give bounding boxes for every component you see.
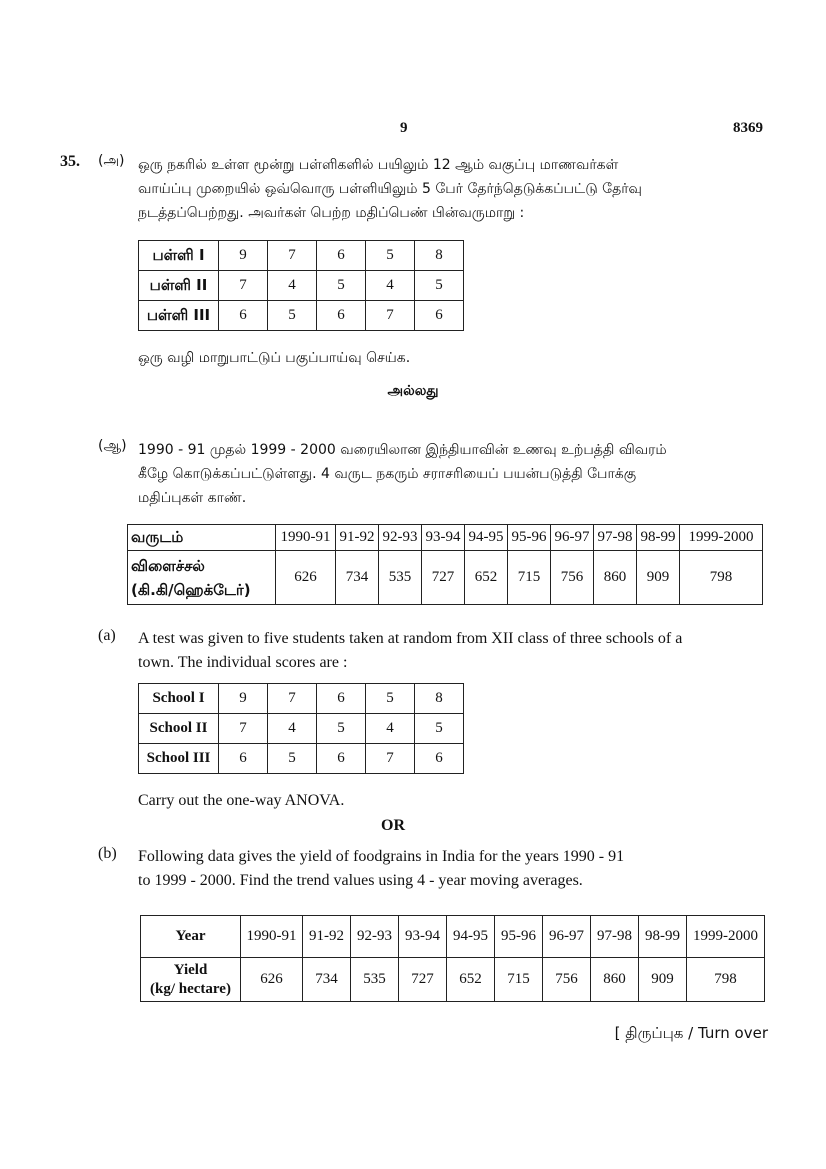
table-cell: 7	[219, 714, 268, 744]
table-cell: 6	[317, 301, 366, 331]
table-cell: 9	[219, 684, 268, 714]
table-cell: 6	[317, 684, 366, 714]
tamil-b-label: (ஆ)	[98, 438, 127, 454]
table-cell: 5	[268, 744, 317, 774]
table-cell: 715	[495, 958, 543, 1002]
table-cell: 909	[637, 551, 680, 605]
table-cell: 6	[317, 744, 366, 774]
tamil-a-line: நடத்தப்பெற்றது. அவர்கள் பெற்ற மதிப்பெண் பின்வருமாறு :	[138, 205, 525, 221]
table-cell: 5	[415, 714, 464, 744]
table-cell: 97-98	[594, 525, 637, 551]
table-cell: Year	[141, 916, 241, 958]
tamil-a-text	[138, 153, 758, 225]
tamil-or-heading: அல்லது	[387, 383, 439, 399]
table-cell: 94-95	[465, 525, 508, 551]
table-cell: 5	[366, 241, 415, 271]
table-cell: 95-96	[508, 525, 551, 551]
table-row	[139, 271, 464, 301]
table-cell: 1999-2000	[687, 916, 765, 958]
english-a-label: (a)	[98, 627, 116, 644]
table-cell: 6	[415, 744, 464, 774]
tamil-a-line: ஒரு நகரில் உள்ள மூன்று பள்ளிகளில் பயிலும் 12 ஆம் வகுப்பு மாணவர்கள்	[138, 157, 619, 173]
table-cell: School III	[139, 744, 219, 774]
table-cell: 95-96	[495, 916, 543, 958]
table-cell: 715	[508, 551, 551, 605]
table-cell: 94-95	[447, 916, 495, 958]
table-cell: 7	[366, 744, 415, 774]
table-cell: 652	[447, 958, 495, 1002]
table-cell: School II	[139, 714, 219, 744]
table-cell	[128, 551, 276, 605]
tamil-b-text	[138, 438, 758, 510]
table-cell: 756	[543, 958, 591, 1002]
english-a-instruction: Carry out the one-way ANOVA.	[138, 792, 345, 809]
english-b-text	[138, 845, 758, 893]
table-cell: 6	[219, 744, 268, 774]
english-b-line: to 1999 - 2000. Find the trend values using 4 - year moving averages.	[138, 872, 583, 889]
table-cell: 909	[639, 958, 687, 1002]
table-cell: 8	[415, 684, 464, 714]
table-cell: 860	[594, 551, 637, 605]
yield-label: விளைச்சல்	[131, 556, 205, 575]
table-cell: 860	[591, 958, 639, 1002]
table-cell: 93-94	[422, 525, 465, 551]
yield-unit: (கி.கி/ஹெக்டேர்)	[131, 580, 251, 599]
table-cell: 91-92	[303, 916, 351, 958]
table-row	[141, 916, 765, 958]
yield-unit: (kg/ hectare)	[150, 980, 231, 997]
table-cell: 4	[268, 714, 317, 744]
table-cell: வருடம்	[128, 525, 276, 551]
table-cell: 6	[219, 301, 268, 331]
table-cell: 798	[687, 958, 765, 1002]
table-row	[139, 241, 464, 271]
table-cell: 4	[366, 714, 415, 744]
table-row	[139, 301, 464, 331]
tamil-a-instruction: ஒரு வழி மாறுபாட்டுப் பகுப்பாய்வு செய்க.	[138, 350, 411, 366]
table-cell: 4	[366, 271, 415, 301]
tamil-a-line: வாய்ப்பு முறையில் ஒவ்வொரு பள்ளியிலும் 5 பேர் தேர்ந்தெடுக்கப்பட்டு தேர்வு	[138, 181, 642, 197]
table-cell: பள்ளி II	[139, 271, 219, 301]
tamil-scores-table	[138, 240, 464, 331]
tamil-b-line: கீழே கொடுக்கப்பட்டுள்ளது. 4 வருட நகரும் சராசரியைப் பயன்படுத்தி போக்கு	[138, 466, 637, 482]
table-cell: 734	[336, 551, 379, 605]
yield-label: Yield	[173, 961, 208, 978]
table-cell: 91-92	[336, 525, 379, 551]
table-cell: 798	[680, 551, 763, 605]
table-cell: 96-97	[551, 525, 594, 551]
table-row	[139, 714, 464, 744]
paper-code: 8369	[733, 120, 763, 136]
table-cell: 98-99	[639, 916, 687, 958]
table-cell: 7	[268, 684, 317, 714]
table-cell: 734	[303, 958, 351, 1002]
tamil-yield-table	[127, 524, 763, 605]
table-cell: 7	[366, 301, 415, 331]
english-a-line: A test was given to five students taken at random from XII class of three schools of a	[138, 630, 683, 647]
english-a-line: town. The individual scores are :	[138, 654, 348, 671]
page-number: 9	[400, 120, 408, 136]
table-cell: 756	[551, 551, 594, 605]
table-cell: 92-93	[351, 916, 399, 958]
table-row	[141, 958, 765, 1002]
table-cell	[141, 958, 241, 1002]
table-cell: 6	[415, 301, 464, 331]
english-b-line: Following data gives the yield of foodgrains in India for the years 1990 - 91	[138, 848, 625, 865]
table-cell: 652	[465, 551, 508, 605]
table-cell: 626	[276, 551, 336, 605]
english-b-label: (b)	[98, 845, 117, 862]
table-row	[139, 684, 464, 714]
table-cell: 5	[415, 271, 464, 301]
table-cell: 5	[366, 684, 415, 714]
table-cell: 626	[241, 958, 303, 1002]
table-cell: 7	[268, 241, 317, 271]
table-cell: 92-93	[379, 525, 422, 551]
table-row	[128, 551, 763, 605]
english-or-heading: OR	[381, 817, 405, 834]
table-cell: 6	[317, 241, 366, 271]
question-number: 35.	[60, 153, 80, 170]
english-a-text	[138, 627, 758, 675]
tamil-b-line: மதிப்புகள் காண்.	[138, 490, 247, 506]
table-cell: 5	[317, 714, 366, 744]
table-cell: 9	[219, 241, 268, 271]
table-row	[128, 525, 763, 551]
table-cell: 535	[351, 958, 399, 1002]
table-cell: 97-98	[591, 916, 639, 958]
table-cell: 1999-2000	[680, 525, 763, 551]
table-cell: 98-99	[637, 525, 680, 551]
table-cell: 1990-91	[276, 525, 336, 551]
table-cell: 93-94	[399, 916, 447, 958]
table-cell: பள்ளி I	[139, 241, 219, 271]
table-cell: 1990-91	[241, 916, 303, 958]
tamil-b-line: 1990 - 91 முதல் 1999 - 2000 வரையிலான இந்தியாவின் உணவு உற்பத்தி விவரம்	[138, 442, 667, 458]
table-cell: 727	[422, 551, 465, 605]
table-cell: 727	[399, 958, 447, 1002]
table-cell: பள்ளி III	[139, 301, 219, 331]
table-cell: 96-97	[543, 916, 591, 958]
table-row	[139, 744, 464, 774]
tamil-a-label: (அ)	[98, 153, 125, 169]
table-cell: 535	[379, 551, 422, 605]
table-cell: 5	[317, 271, 366, 301]
turn-over-footer: [ திருப்புக / Turn over	[614, 1024, 768, 1042]
table-cell: 5	[268, 301, 317, 331]
table-cell: 7	[219, 271, 268, 301]
english-yield-table	[140, 915, 765, 1002]
table-cell: School I	[139, 684, 219, 714]
english-scores-table	[138, 683, 464, 774]
table-cell: 8	[415, 241, 464, 271]
table-cell: 4	[268, 271, 317, 301]
